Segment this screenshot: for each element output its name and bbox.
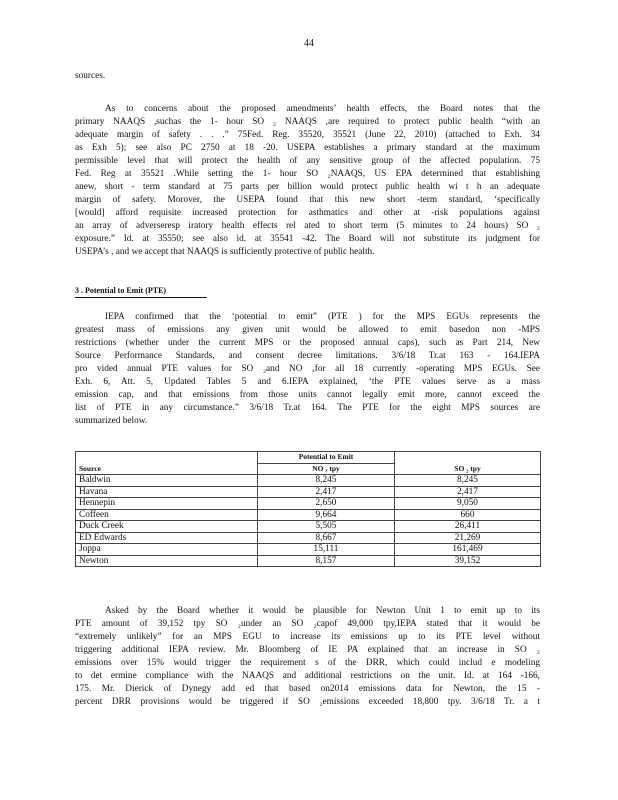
- text-line: USEPA’s , and we accept that NAAQS is sufficiently protective of public health.: [75, 247, 375, 257]
- header-source: Source: [76, 452, 258, 475]
- cell-nox: 2,650: [258, 498, 395, 510]
- text-line: permissible level that will protect the health of any sensitive group of the affected population. 75: [75, 156, 540, 166]
- table-row: [76, 509, 541, 521]
- cell-so2: 39,152: [395, 555, 541, 567]
- text-line: “extremely unlikely” for an MPS EGU to increase its emissions up to its PTE level without: [75, 632, 540, 642]
- text-line: as Exh 5); see also PC 2750 at 18 -20. USEPA establishes a primary standard at the maximum: [75, 143, 540, 153]
- cell-nox: 8,157: [258, 555, 395, 567]
- paragraph-health-effects: [75, 103, 540, 259]
- text-line: Source Performance Standards, and consent decree limitations. 3/6/18 Tr.at 163 - 164.IEPA: [75, 351, 540, 361]
- paragraph-pte: [75, 311, 540, 428]
- text-line: Fed. Reg at 35521 .While setting the 1- hour SO ₂NAAQS, US EPA determined that establishing: [75, 169, 540, 179]
- table-row: [76, 475, 541, 487]
- text-line: greatest mass of emissions any given unit would be allowed to emit basedon non -MPS: [75, 325, 540, 335]
- page-number: 44: [304, 38, 314, 49]
- table-row: [76, 555, 541, 567]
- text-line: emissions over 15% would trigger the requirement s of the DRR, which could includ e modeling: [75, 658, 540, 668]
- cell-source: Coffeen: [76, 509, 258, 521]
- cell-so2: 660: [395, 509, 541, 521]
- text-line: exposure.” Id. at 35550; see also id. at 35541 -42. The Board will not substitute its judgment for: [75, 234, 540, 244]
- section-heading-text: 3 . Potential to Emit (PTE): [75, 286, 167, 295]
- cell-source: ED Edwards: [76, 532, 258, 544]
- text-line: [would] afford requisite increased protection for asthmatics and other at -risk populations against: [75, 208, 540, 218]
- cell-so2: 8,245: [395, 475, 541, 487]
- header-potential-to-emit: Potential to Emit: [258, 452, 395, 464]
- table-row: [76, 532, 541, 544]
- cell-so2: 9,050: [395, 498, 541, 510]
- table-row: [76, 486, 541, 498]
- cell-so2: 21,269: [395, 532, 541, 544]
- text-line: 175. Mr. Dierick of Dynegy add ed that based on2014 emissions data for Newton, the 15 -: [75, 684, 540, 694]
- text-line: restrictions (whether under the current MPS or the proposed annual caps), such as Part 214, New: [75, 338, 540, 348]
- cell-source: Havana: [76, 486, 258, 498]
- cell-nox: 2,417: [258, 486, 395, 498]
- header-nox: NO ₓ tpy: [258, 463, 395, 475]
- header-so2: SO ₂ tpy: [395, 452, 541, 475]
- cell-nox: 8,245: [258, 475, 395, 487]
- text-line: PTE amount of 39,152 tpy SO ₂under an SO ₂capof 49,000 tpy,IEPA stated that it would be: [75, 619, 540, 629]
- table-row: [76, 498, 541, 510]
- text-line: Exh. 6, Att. 5, Updated Tables 5 and 6.IEPA explained, ‘the PTE values serve as a mass: [75, 377, 540, 387]
- cell-so2: 26,411: [395, 521, 541, 533]
- text-line: primary NAAQS ,suchas the 1- hour SO ₂ NAAQS ,are required to protect public health “with an: [75, 117, 540, 127]
- text-line: margin of safety. Morover, the USEPA found that this new short -term standard, ‘specifically: [75, 195, 540, 205]
- text-line: list of PTE in any circumstance.” 3/6/18 Tr.at 164. The PTE for the eight MPS sources are: [75, 403, 540, 413]
- text-line: an array of adverseresp iratory health effects rel ated to short term (5 minutes to 24 hours) SO ₂: [75, 221, 540, 231]
- cell-so2: 2,417: [395, 486, 541, 498]
- cell-source: Duck Creek: [76, 521, 258, 533]
- text-line: IEPA confirmed that the ‘potential to emit” (PTE ) for the MPS EGUs represents the: [105, 312, 540, 322]
- text-line: sources.: [75, 71, 106, 81]
- table-row: [76, 521, 541, 533]
- text-line: pro vided annual PTE values for SO ₂and NO ₓfor all 18 currently -operating MPS EGUs. See: [75, 364, 540, 374]
- paragraph-continuation: [75, 70, 540, 83]
- section-heading: [75, 286, 166, 295]
- cell-source: Baldwin: [76, 475, 258, 487]
- text-line: summarized below.: [75, 416, 148, 426]
- paragraph-newton: [75, 605, 540, 709]
- cell-nox: 5,505: [258, 521, 395, 533]
- cell-nox: 9,664: [258, 509, 395, 521]
- cell-source: Hennepin: [76, 498, 258, 510]
- text-line: adequate margin of safety . . .” 75Fed. Reg. 35520, 35521 (June 22, 2010) (attached to Exh. 34: [75, 130, 540, 140]
- pte-table: [75, 451, 541, 567]
- cell-nox: 8,667: [258, 532, 395, 544]
- cell-source: Joppa: [76, 544, 258, 556]
- text-line: As to concerns about the proposed amendments’ health effects, the Board notes that the: [105, 104, 540, 114]
- text-line: emission cap, and that emissions from those units cannot legally emit more, cannot exceed the: [75, 390, 540, 400]
- heading-underline: [75, 297, 207, 298]
- text-line: to det ermine compliance with the NAAQS and additional restrictions on the unit. Id. at 164 -166,: [75, 671, 540, 681]
- cell-so2: 161,469: [395, 544, 541, 556]
- text-line: percent DRR provisions would be triggered if SO ₂emissions exceeded 18,800 tpy. 3/6/18 Tr. a t: [75, 697, 540, 707]
- cell-nox: 15,111: [258, 544, 395, 556]
- table-row: [76, 544, 541, 556]
- table-header-row: [76, 452, 541, 464]
- text-line: Asked by the Board whether it would be plausible for Newton Unit 1 to emit up to its: [105, 606, 540, 616]
- text-line: anew, short - term standard at 75 parts per billion would protect public health wi t h an adequate: [75, 182, 540, 192]
- text-line: triggering additional IEPA review. Mr. Bloomberg of IE PA explained that an increase in SO ₂: [75, 645, 540, 655]
- cell-source: Newton: [76, 555, 258, 567]
